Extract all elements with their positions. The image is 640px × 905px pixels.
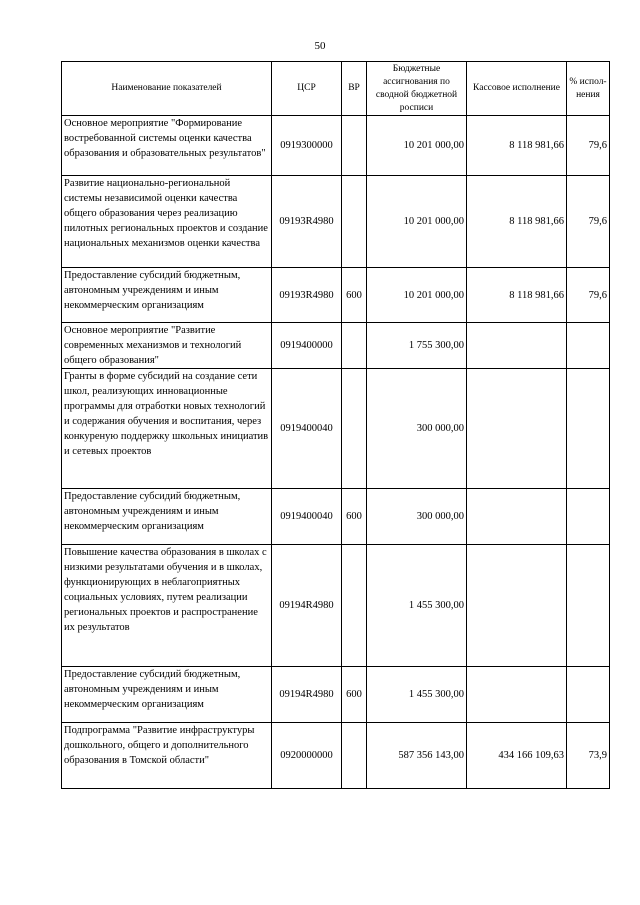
table-row [62, 489, 610, 545]
row-assignments: 1 455 300,00 [367, 667, 467, 723]
row-percent [567, 489, 610, 545]
row-execution [467, 323, 567, 369]
budget-table [61, 61, 610, 789]
row-vr [342, 176, 367, 268]
row-assignments: 300 000,00 [367, 489, 467, 545]
row-name: Подпрограмма "Развитие инфраструктуры дошкольного, общего и дополнительного образования в Томской области" [62, 723, 272, 789]
row-name: Основное мероприятие "Формирование востребованной системы оценки качества образования и образовательных результатов" [62, 116, 272, 176]
row-execution: 8 118 981,66 [467, 116, 567, 176]
page-number: 50 [314, 40, 326, 52]
table-row [62, 369, 610, 489]
row-vr [342, 545, 367, 667]
row-execution: 8 118 981,66 [467, 268, 567, 323]
row-csr: 0920000000 [272, 723, 342, 789]
row-csr: 09193R4980 [272, 176, 342, 268]
row-execution: 434 166 109,63 [467, 723, 567, 789]
header-execution: Кассовое исполнение [467, 62, 567, 116]
row-assignments: 10 201 000,00 [367, 176, 467, 268]
row-csr: 0919400000 [272, 323, 342, 369]
table-row [62, 323, 610, 369]
row-execution [467, 489, 567, 545]
row-csr: 0919300000 [272, 116, 342, 176]
row-csr: 09194R4980 [272, 667, 342, 723]
row-assignments: 1 455 300,00 [367, 545, 467, 667]
row-assignments: 10 201 000,00 [367, 268, 467, 323]
row-execution [467, 545, 567, 667]
row-execution: 8 118 981,66 [467, 176, 567, 268]
row-assignments: 587 356 143,00 [367, 723, 467, 789]
row-vr [342, 116, 367, 176]
header-vr: ВР [342, 62, 367, 116]
row-vr [342, 323, 367, 369]
table-row [62, 116, 610, 176]
row-name: Предоставление субсидий бюджетным, автономным учреждениям и иным некоммерческим организациям [62, 667, 272, 723]
row-percent: 79,6 [567, 268, 610, 323]
row-name: Предоставление субсидий бюджетным, автономным учреждениям и иным некоммерческим организациям [62, 489, 272, 545]
row-percent [567, 323, 610, 369]
row-vr: 600 [342, 489, 367, 545]
row-name: Предоставление субсидий бюджетным, автономным учреждениям и иным некоммерческим организациям [62, 268, 272, 323]
row-csr: 0919400040 [272, 489, 342, 545]
table-row [62, 667, 610, 723]
row-vr [342, 369, 367, 489]
header-row [62, 62, 610, 116]
row-assignments: 10 201 000,00 [367, 116, 467, 176]
header-percent: % испол-нения [567, 62, 610, 116]
row-percent: 73,9 [567, 723, 610, 789]
table-row [62, 723, 610, 789]
header-csr: ЦСР [272, 62, 342, 116]
row-assignments: 300 000,00 [367, 369, 467, 489]
row-percent [567, 667, 610, 723]
row-vr: 600 [342, 667, 367, 723]
row-name: Повышение качества образования в школах с низкими результатами обучения и в школах, функционирующих в неблагоприятных социальных условиях, путем реализации региональных проектов и распространение их результатов [62, 545, 272, 667]
row-name: Основное мероприятие "Развитие современных механизмов и технологий общего образования" [62, 323, 272, 369]
row-name: Развитие национально-региональной системы независимой оценки качества общего образования через реализацию пилотных региональных проектов и создание национальных механизмов оценки качества [62, 176, 272, 268]
row-percent: 79,6 [567, 176, 610, 268]
row-percent [567, 545, 610, 667]
row-csr: 09194R4980 [272, 545, 342, 667]
row-percent: 79,6 [567, 116, 610, 176]
row-csr: 0919400040 [272, 369, 342, 489]
table-row [62, 176, 610, 268]
header-assignments: Бюджетные ассигнования по сводной бюджетной росписи [367, 62, 467, 116]
row-name: Гранты в форме субсидий на создание сети школ, реализующих инновационные программы для отработки новых технологий и содержания обучения и воспитания, через конкуреную поддержку школьных инициатив и сетевых проектов [62, 369, 272, 489]
row-vr [342, 723, 367, 789]
row-vr: 600 [342, 268, 367, 323]
row-assignments: 1 755 300,00 [367, 323, 467, 369]
table-row [62, 545, 610, 667]
row-csr: 09193R4980 [272, 268, 342, 323]
row-execution [467, 369, 567, 489]
table-row [62, 268, 610, 323]
header-name: Наименование показателей [62, 62, 272, 116]
row-execution [467, 667, 567, 723]
row-percent [567, 369, 610, 489]
